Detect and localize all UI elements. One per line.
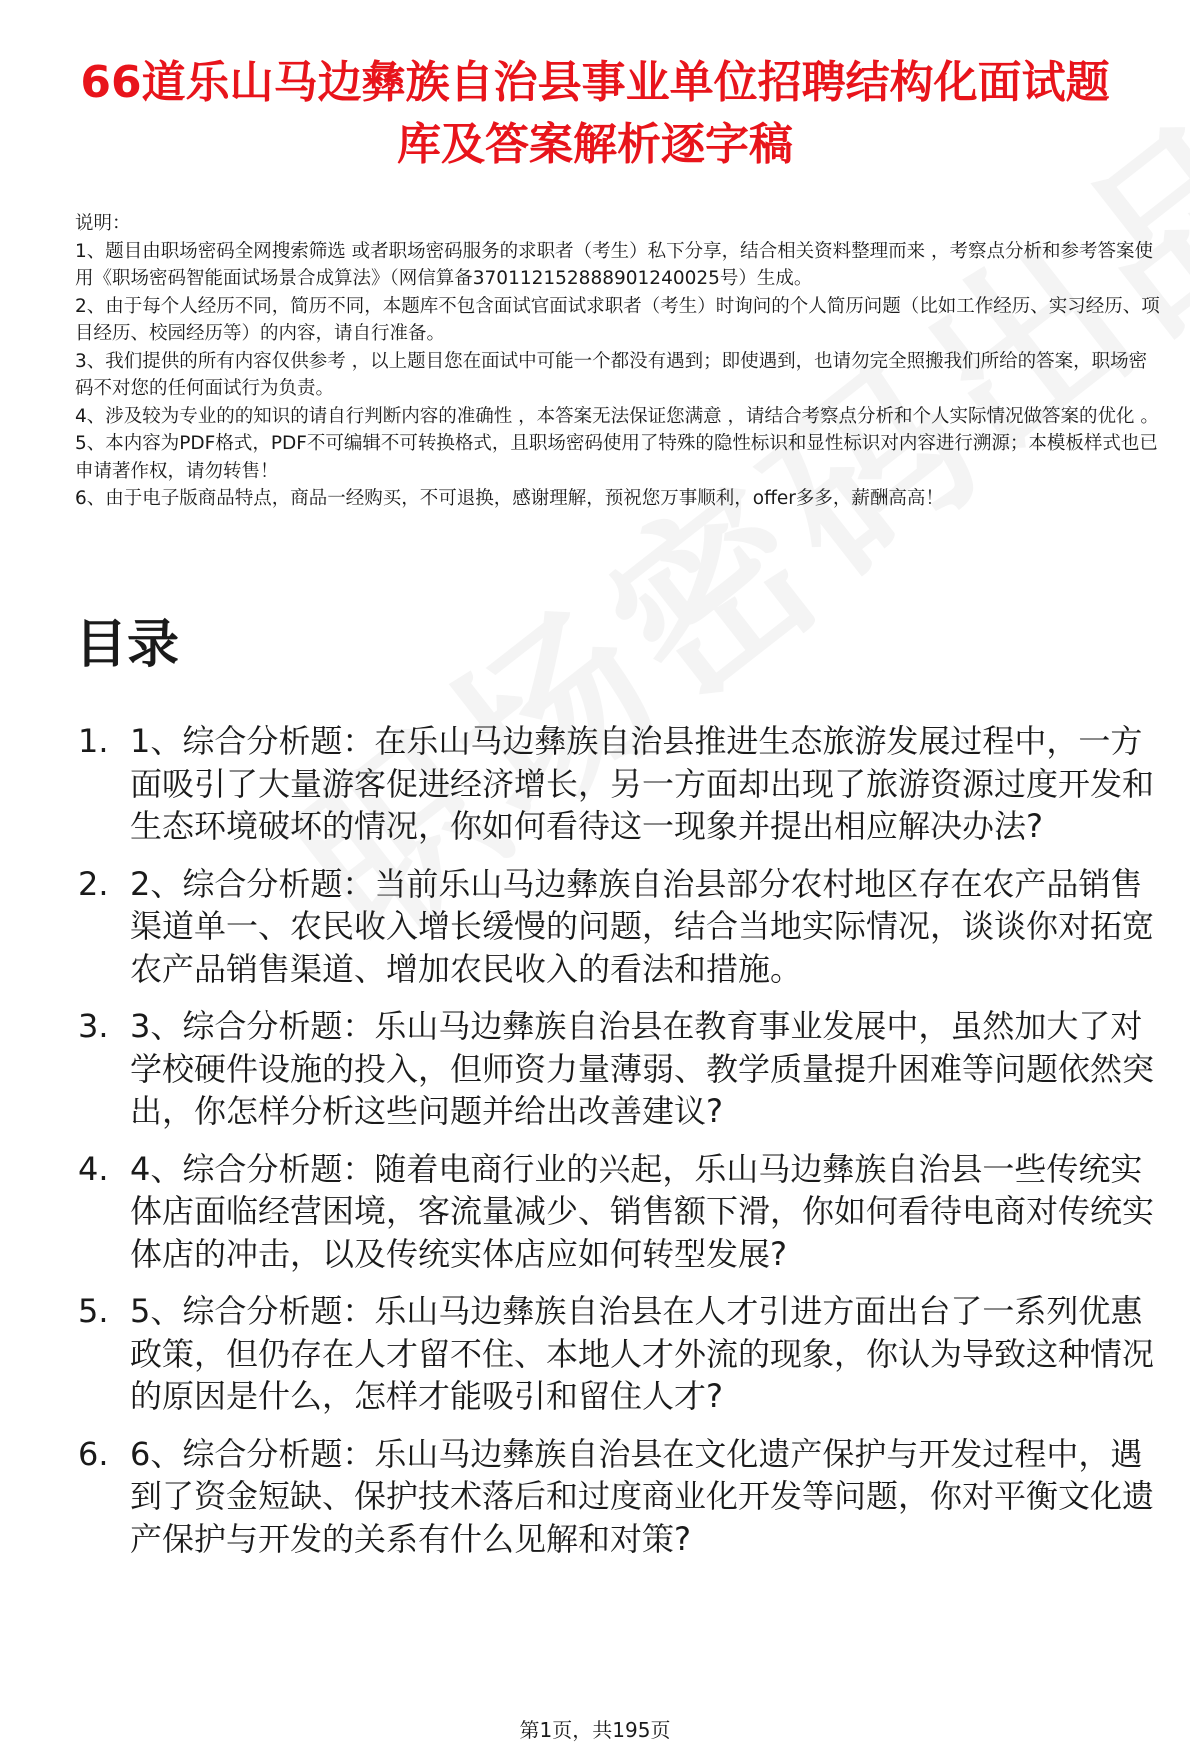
toc-heading: 目录	[75, 615, 180, 675]
toc-item-number: 1.	[78, 722, 109, 760]
toc-item-number: 3.	[78, 1007, 109, 1045]
note-item: 4、涉及较为专业的的知识的请自行判断内容的准确性 ，本答案无法保证您满意 ，请结合考察点分析和个人实际情况做答案的优化 。	[75, 405, 1159, 427]
note-item: 3、我们提供的所有内容仅供参考 ，以上题目您在面试中可能一个都没有遇到；即使遇到，也请勿完全照搬我们所给的答案，职场密码不对您的任何面试行为负责。	[75, 350, 1148, 399]
note-item: 2、由于每个人经历不同，简历不同，本题库不包含面试官面试求职者（考生）时询问的个人简历问题（比如工作经历、实习经历、项目经历、校园经历等）的内容，请自行准备。	[75, 295, 1160, 344]
note-item: 5、本内容为PDF格式，PDF不可编辑不可转换格式，且职场密码使用了特殊的隐性标识和显性标识对内容进行溯源；本模板样式也已申请著作权，请勿转售！	[75, 433, 1158, 482]
toc-item[interactable]	[78, 863, 1168, 991]
toc-item-text: 4、综合分析题：随着电商行业的兴起，乐山马边彝族自治县一些传统实体店面临经营困境，客流量减少、销售额下滑，你如何看待电商对传统实体店的冲击，以及传统实体店应如何转型发展?	[130, 1149, 1155, 1273]
toc-item-number: 5.	[78, 1292, 109, 1330]
notes-section	[75, 210, 1165, 513]
toc-item[interactable]	[78, 720, 1168, 848]
toc-item-text: 2、综合分析题：当前乐山马边彝族自治县部分农村地区存在农产品销售渠道单一、农民收入增长缓慢的问题，结合当地实际情况，谈谈你对拓宽农产品销售渠道、增加农民收入的看法和措施。	[130, 864, 1155, 988]
toc-list	[78, 720, 1168, 1575]
notes-heading: 说明：	[75, 213, 131, 234]
note-item: 1、题目由职场密码全网搜索筛选 或者职场密码服务的求职者（考生）私下分享，结合相关资料整理而来 ，考察点分析和参考答案使用《职场密码智能面试场景合成算法》（网信算备370112152888901240025号）生成。	[75, 240, 1154, 289]
toc-item-number: 6.	[78, 1434, 109, 1473]
note-item: 6、由于电子版商品特点，商品一经购买，不可退换，感谢理解，预祝您万事顺利，offer多多，薪酬高高！	[75, 488, 944, 509]
toc-item[interactable]	[78, 1148, 1168, 1276]
toc-item[interactable]	[78, 1005, 1168, 1133]
toc-item-text: 6、综合分析题：乐山马边彝族自治县在文化遗产保护与开发过程中，遇到了资金短缺、保护技术落后和过度商业化开发等问题，你对平衡文化遗产保护与开发的关系有什么见解和对策?	[130, 1434, 1155, 1558]
toc-item[interactable]	[78, 1290, 1168, 1418]
toc-item-text: 3、综合分析题：乐山马边彝族自治县在教育事业发展中，虽然加大了对学校硬件设施的投入，但师资力量薄弱、教学质量提升困难等问题依然突出，你怎样分析这些问题并给出改善建议?	[130, 1007, 1155, 1130]
toc-item-text: 1、综合分析题：在乐山马边彝族自治县推进生态旅游发展过程中，一方面吸引了大量游客促进经济增长，另一方面却出现了旅游资源过度开发和生态环境破坏的情况，你如何看待这一现象并提出相应解决办法?	[130, 722, 1155, 845]
toc-item-number: 2.	[78, 864, 109, 903]
toc-item[interactable]	[78, 1433, 1168, 1561]
toc-item-number: 4.	[78, 1149, 109, 1188]
page-footer: 第1页，共195页	[519, 1718, 671, 1742]
document-title: 66道乐山马边彝族自治县事业单位招聘结构化面试题库及答案解析逐字稿	[80, 57, 1110, 170]
toc-item-text: 5、综合分析题：乐山马边彝族自治县在人才引进方面出台了一系列优惠政策，但仍存在人才留不住、本地人才外流的现象，你认为导致这种情况的原因是什么，怎样才能吸引和留住人才?	[130, 1292, 1155, 1415]
